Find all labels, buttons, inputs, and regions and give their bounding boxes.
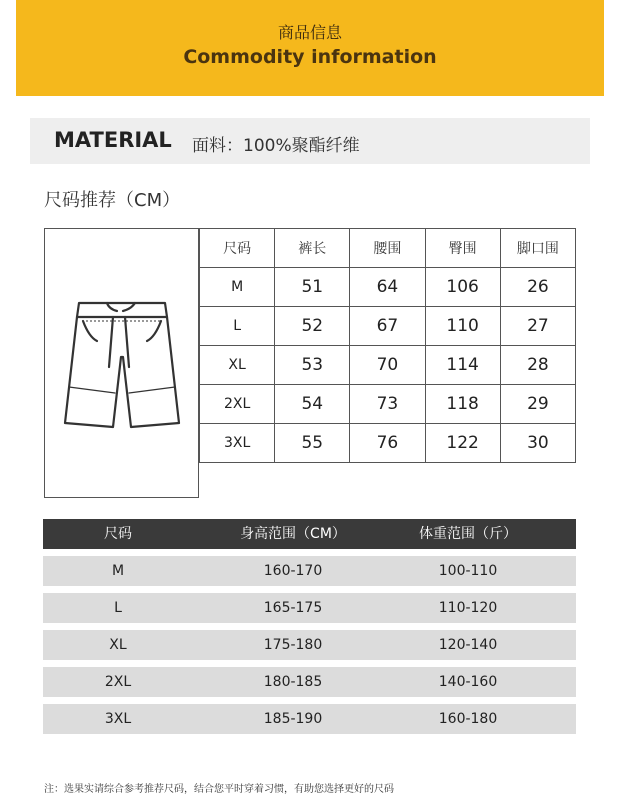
fit-weight-cell: 100-110 [438, 563, 498, 579]
length-cell: 55 [275, 424, 350, 463]
shorts-icon [53, 297, 191, 433]
hip-cell: 110 [425, 307, 500, 346]
fit-height-cell: 165-175 [263, 600, 323, 616]
table-row [200, 424, 576, 463]
fit-height-cell: 185-190 [263, 711, 323, 727]
table-row [43, 556, 576, 586]
size-cell: M [200, 268, 275, 307]
length-cell: 51 [275, 268, 350, 307]
material-value: 面料：100%聚酯纤维 [192, 136, 360, 156]
header-banner [16, 0, 604, 96]
table-row [200, 346, 576, 385]
table-row [43, 593, 576, 623]
size-cell: L [200, 307, 275, 346]
fit-weight-cell: 140-160 [438, 674, 498, 690]
table-row [43, 704, 576, 734]
fit-size-header: 尺码 [104, 526, 132, 542]
hip-cell: 114 [425, 346, 500, 385]
length-col-header: 裤长 [275, 229, 350, 268]
leg-opening-cell: 28 [500, 346, 575, 385]
fit-size-cell: M [111, 563, 125, 579]
fit-height-cell: 175-180 [263, 637, 323, 653]
size-chart [44, 228, 576, 498]
table-row [200, 307, 576, 346]
waist-col-header: 腰围 [350, 229, 425, 268]
size-cell: 3XL [200, 424, 275, 463]
leg-opening-cell: 27 [500, 307, 575, 346]
hip-cell: 122 [425, 424, 500, 463]
waist-cell: 67 [350, 307, 425, 346]
table-row [200, 268, 576, 307]
fit-height-header: 身高范围（CM） [240, 526, 346, 542]
fit-size-cell: 2XL [104, 674, 132, 690]
leg-opening-cell: 30 [500, 424, 575, 463]
fit-table-header [43, 519, 576, 549]
size-chart-title: 尺码推荐（CM） [44, 190, 181, 211]
length-cell: 52 [275, 307, 350, 346]
fit-weight-header: 体重范围（斤） [419, 526, 517, 542]
fit-weight-cell: 110-120 [438, 600, 498, 616]
waist-cell: 64 [350, 268, 425, 307]
waist-cell: 76 [350, 424, 425, 463]
fit-weight-cell: 120-140 [438, 637, 498, 653]
hip-cell: 106 [425, 268, 500, 307]
length-cell: 54 [275, 385, 350, 424]
fit-height-cell: 180-185 [263, 674, 323, 690]
fit-size-cell: XL [109, 637, 127, 653]
leg-opening-cell: 26 [500, 268, 575, 307]
hip-cell: 118 [425, 385, 500, 424]
table-row [200, 385, 576, 424]
size-col-header: 尺码 [200, 229, 275, 268]
fit-recommendation-table [43, 519, 576, 734]
size-grid-header-row [200, 229, 576, 268]
header-title-en: Commodity information [183, 46, 437, 68]
size-cell: XL [200, 346, 275, 385]
fit-weight-cell: 160-180 [438, 711, 498, 727]
leg-opening-col-header: 脚口围 [500, 229, 575, 268]
table-row [43, 630, 576, 660]
waist-cell: 70 [350, 346, 425, 385]
size-grid [199, 228, 576, 463]
shorts-illustration-cell [44, 228, 199, 498]
size-cell: 2XL [200, 385, 275, 424]
header-title-cn: 商品信息 [277, 23, 342, 42]
waist-cell: 73 [350, 385, 425, 424]
fit-height-cell: 160-170 [263, 563, 323, 579]
fit-size-cell: 3XL [104, 711, 132, 727]
hip-col-header: 臀围 [425, 229, 500, 268]
table-row [43, 667, 576, 697]
leg-opening-cell: 29 [500, 385, 575, 424]
material-bar [30, 118, 590, 164]
material-label: MATERIAL [54, 128, 172, 152]
footnote: 注：选果实请综合参考推荐尺码，结合您平时穿着习惯，有助您选择更好的尺码 [44, 784, 394, 795]
length-cell: 53 [275, 346, 350, 385]
fit-size-cell: L [114, 600, 122, 616]
